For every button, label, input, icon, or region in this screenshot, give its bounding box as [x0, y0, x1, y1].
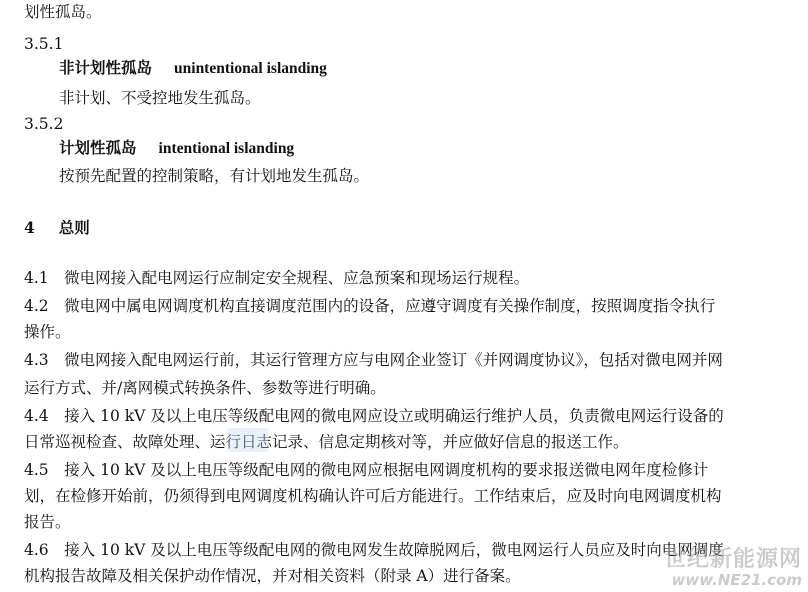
term-title-intentional-islanding	[59, 138, 294, 159]
section-number-3-5-2: 3.5.2	[24, 115, 64, 133]
clause-4-5-line2: 划，在检修开始前，仍须得到电网调度机构确认许可后方能进行。工作结束后，应及时向电网调度机构	[24, 487, 722, 505]
term-definition-unintentional: 非计划、不受控地发生孤岛。	[59, 89, 261, 107]
clause-4-2-line1: 4.2 微电网中属电网调度机构直接调度范围内的设备，应遵守调度有关操作制度，按照调度指令执行	[24, 297, 716, 315]
clause-4-4-line1: 4.4 接入 10 kV 及以上电压等级配电网的微电网应设立或明确运行维护人员，负责微电网运行设备的	[24, 407, 724, 425]
clause-4-3-line1: 4.3 微电网接入配电网运行前，其运行管理方应与电网企业签订《并网调度协议》，包括对微电网并网	[24, 351, 723, 369]
watermark-url: www.NE21.com	[671, 571, 802, 589]
continued-text: 划性孤岛。	[24, 3, 102, 21]
section-number-3-5-1: 3.5.1	[24, 35, 64, 53]
term-definition-intentional: 按预先配置的控制策略，有计划地发生孤岛。	[59, 167, 370, 185]
term-title-unintentional-islanding	[59, 58, 327, 79]
term-english: intentional islanding	[158, 140, 295, 157]
clause-4-3-line2: 运行方式、并/离网模式转换条件、参数等进行明确。	[24, 379, 386, 397]
clause-4-5-line3: 报告。	[24, 513, 71, 531]
watermark-name: 世纪新能源网	[663, 547, 802, 572]
site-watermark	[664, 549, 802, 588]
clause-4-6-line1: 4.6 接入 10 kV 及以上电压等级配电网的微电网发生故障脱网后，微电网运行人员应及时向电网调度	[24, 541, 724, 559]
term-english: unintentional islanding	[174, 60, 327, 77]
clause-4-1: 4.1 微电网接入配电网运行应制定安全规程、应急预案和现场运行规程。	[24, 269, 530, 287]
chapter-title: 总则	[58, 218, 90, 237]
term-chinese: 计划性孤岛	[59, 138, 137, 157]
chapter-heading	[24, 218, 90, 238]
clause-4-2-line2: 操作。	[24, 323, 71, 341]
term-chinese: 非计划性孤岛	[59, 58, 153, 77]
clause-4-4-line2: 日常巡视检查、故障处理、运行日志记录、信息定期核对等，并应做好信息的报送工作。	[24, 433, 629, 451]
selection-highlight	[228, 428, 268, 452]
clause-4-5-line1: 4.5 接入 10 kV 及以上电压等级配电网的微电网应根据电网调度机构的要求报送微电网年度检修计	[24, 461, 709, 479]
chapter-number: 4	[24, 218, 35, 237]
clause-4-6-line2: 机构报告故障及相关保护动作情况，并对相关资料（附录 A）进行备案。	[24, 567, 521, 585]
